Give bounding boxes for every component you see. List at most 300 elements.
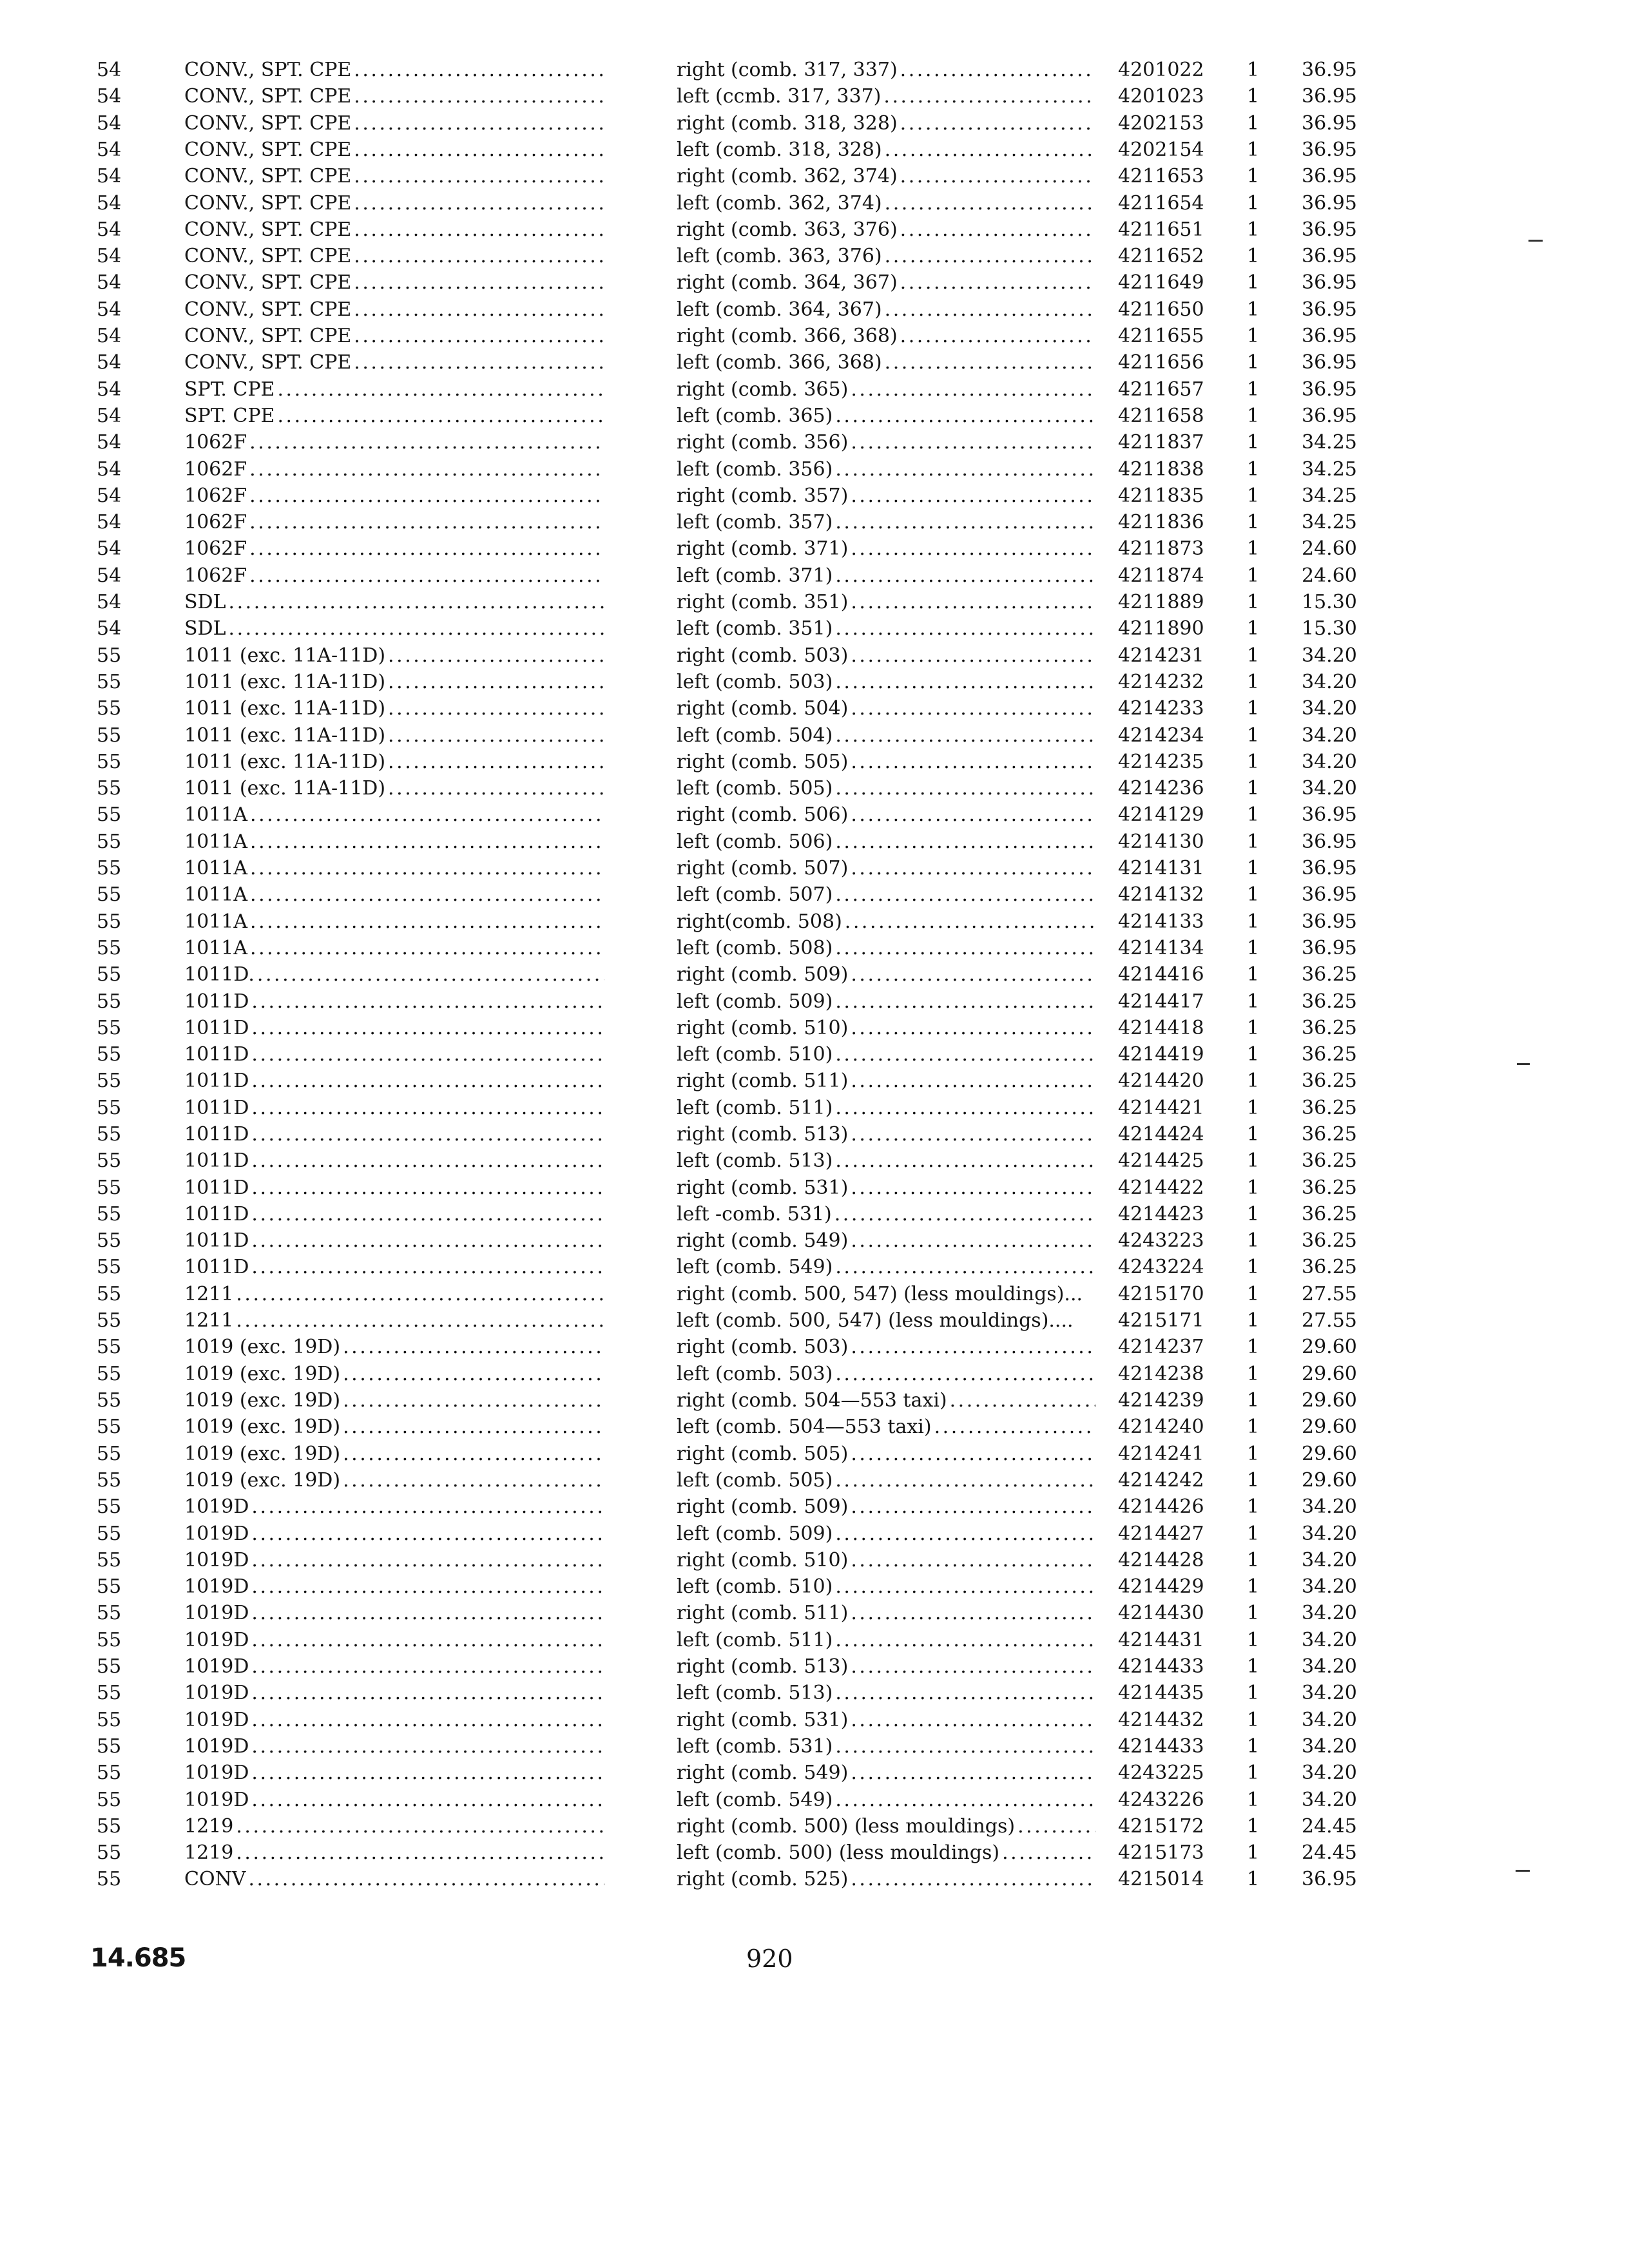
year-cell: 54 xyxy=(97,511,122,533)
price-cell: 36.25 xyxy=(1302,1256,1357,1278)
quantity-cell: 1 xyxy=(1247,910,1260,933)
year-cell: 54 xyxy=(97,112,122,135)
table-row xyxy=(0,1547,1629,1573)
year-cell: 54 xyxy=(97,617,122,640)
table-row xyxy=(0,190,1629,216)
table-row xyxy=(0,1281,1629,1307)
table-row xyxy=(0,429,1629,456)
description-cell: right (comb. 317, 337) . . . xyxy=(677,57,1095,83)
description-cell: right (comb. 505) . . . xyxy=(677,1441,1095,1467)
quantity-cell: 1 xyxy=(1247,1229,1260,1252)
model-cell: 1019D . . . xyxy=(184,1707,604,1733)
table-row xyxy=(0,1600,1629,1626)
table-row xyxy=(0,855,1629,881)
quantity-cell: 1 xyxy=(1247,1336,1260,1358)
year-cell: 55 xyxy=(97,1735,122,1758)
year-cell: 55 xyxy=(97,1309,122,1332)
quantity-cell: 1 xyxy=(1247,1443,1260,1465)
part-number-cell: 4215170 xyxy=(1118,1283,1204,1305)
model-cell: 1019D . . . xyxy=(184,1521,604,1547)
price-cell: 34.25 xyxy=(1302,485,1357,507)
model-cell: 1011A . . . xyxy=(184,935,604,961)
model-cell: 1011 (exc. 11A-11D) . . . xyxy=(184,722,604,749)
description-cell: left (comb. 506) . . . xyxy=(677,829,1095,855)
year-cell: 54 xyxy=(97,564,122,587)
model-cell: CONV., SPT. CPE . . . xyxy=(184,243,604,269)
description-cell: right (comb. 510) . . . xyxy=(677,1015,1095,1041)
part-number-cell: 4215014 xyxy=(1118,1868,1204,1890)
table-row xyxy=(0,1573,1629,1600)
model-cell: 1019D . . . xyxy=(184,1494,604,1520)
year-cell: 55 xyxy=(97,1815,122,1838)
model-cell: 1011D . . . xyxy=(184,1068,604,1094)
page-number: 920 xyxy=(746,1945,793,1973)
description-cell: right (comb. 507) . . . xyxy=(677,855,1095,881)
quantity-cell: 1 xyxy=(1247,883,1260,906)
model-cell: 1011D . . . xyxy=(184,988,604,1015)
model-cell: CONV., SPT. CPE . . . xyxy=(184,323,604,349)
description-cell: right (comb. 357) . . . xyxy=(677,483,1095,509)
part-number-cell: 4201022 xyxy=(1118,59,1204,81)
description-cell: right (comb. 351) . . . xyxy=(677,589,1095,615)
model-cell: 1062F . . . xyxy=(184,535,604,562)
price-cell: 29.60 xyxy=(1302,1443,1357,1465)
table-row xyxy=(0,216,1629,243)
quantity-cell: 1 xyxy=(1247,165,1260,187)
year-cell: 55 xyxy=(97,857,122,879)
part-number-cell: 4211653 xyxy=(1118,165,1204,187)
model-cell: 1019 (exc. 19D) . . . xyxy=(184,1334,604,1360)
model-cell: 1019D . . . xyxy=(184,1600,604,1626)
year-cell: 54 xyxy=(97,192,122,215)
table-row xyxy=(0,1866,1629,1892)
quantity-cell: 1 xyxy=(1247,1097,1260,1119)
description-cell: left (comb. 365) . . . xyxy=(677,403,1095,429)
part-number-cell: 4211874 xyxy=(1118,564,1204,587)
part-number-cell: 4211837 xyxy=(1118,431,1204,454)
price-cell: 36.95 xyxy=(1302,112,1357,135)
table-row xyxy=(0,376,1629,403)
quantity-cell: 1 xyxy=(1247,751,1260,773)
model-cell: 1019 (exc. 19D) . . . xyxy=(184,1467,604,1494)
table-row xyxy=(0,669,1629,695)
quantity-cell: 1 xyxy=(1247,1363,1260,1385)
description-cell: right (comb. 363, 376) . . . xyxy=(677,216,1095,243)
part-number-cell: 4214134 xyxy=(1118,937,1204,959)
table-row xyxy=(0,1254,1629,1280)
price-cell: 34.20 xyxy=(1302,751,1357,773)
model-cell: 1062F . . . xyxy=(184,562,604,589)
description-cell: left (comb. 362, 374) . . . xyxy=(677,190,1095,216)
part-number-cell: 4214231 xyxy=(1118,644,1204,667)
quantity-cell: 1 xyxy=(1247,697,1260,720)
price-cell: 34.20 xyxy=(1302,1602,1357,1624)
table-row xyxy=(0,1813,1629,1840)
price-cell: 29.60 xyxy=(1302,1416,1357,1438)
quantity-cell: 1 xyxy=(1247,644,1260,667)
part-number-cell: 4211651 xyxy=(1118,218,1204,241)
table-row xyxy=(0,1521,1629,1547)
model-cell: 1011D . . . xyxy=(184,1201,604,1227)
margin-mark xyxy=(1528,240,1543,242)
description-cell: right (comb. 510) . . . xyxy=(677,1547,1095,1573)
description-cell: left (comb. 505) . . . xyxy=(677,775,1095,802)
model-cell: 1011 (exc. 11A-11D) . . . xyxy=(184,642,604,669)
year-cell: 55 xyxy=(97,1070,122,1092)
model-cell: 1011A . . . xyxy=(184,908,604,935)
description-cell: left (comb. 504—553 taxi) . . . xyxy=(677,1414,1095,1440)
table-row xyxy=(0,1175,1629,1201)
description-cell: left (comb. 513) . . . xyxy=(677,1148,1095,1174)
part-number-cell: 4214433 xyxy=(1118,1735,1204,1758)
year-cell: 54 xyxy=(97,431,122,454)
year-cell: 55 xyxy=(97,697,122,720)
table-row xyxy=(0,935,1629,961)
description-cell: left (comb. 509) . . . xyxy=(677,1521,1095,1547)
model-cell: 1019 (exc. 19D) . . . xyxy=(184,1387,604,1414)
table-row xyxy=(0,829,1629,855)
description-cell: left (comb. 508) . . . xyxy=(677,935,1095,961)
year-cell: 55 xyxy=(97,963,122,986)
part-number-cell: 4214425 xyxy=(1118,1149,1204,1172)
description-cell: left (comb. 503) . . . xyxy=(677,669,1095,695)
price-cell: 34.20 xyxy=(1302,724,1357,747)
description-cell: left (comb. 318, 328) . . . xyxy=(677,137,1095,163)
description-cell: right (comb. 365) . . . xyxy=(677,376,1095,403)
year-cell: 54 xyxy=(97,165,122,187)
year-cell: 54 xyxy=(97,271,122,294)
description-cell: right (comb. 549) . . . xyxy=(677,1227,1095,1254)
price-cell: 36.95 xyxy=(1302,1868,1357,1890)
table-row xyxy=(0,296,1629,323)
model-cell: CONV., SPT. CPE . . . xyxy=(184,349,604,376)
price-cell: 34.20 xyxy=(1302,1495,1357,1518)
part-number-cell: 4214421 xyxy=(1118,1097,1204,1119)
price-cell: 36.95 xyxy=(1302,192,1357,215)
description-cell: left (comb. 356) . . . xyxy=(677,456,1095,483)
price-cell: 36.95 xyxy=(1302,378,1357,401)
model-cell: 1011D . . . xyxy=(184,1121,604,1148)
year-cell: 55 xyxy=(97,751,122,773)
year-cell: 55 xyxy=(97,1177,122,1199)
part-number-cell: 4214422 xyxy=(1118,1177,1204,1199)
model-cell: 1011 (exc. 11A-11D) . . . xyxy=(184,749,604,775)
year-cell: 55 xyxy=(97,1123,122,1146)
description-cell: left (comb. 510) . . . xyxy=(677,1573,1095,1600)
model-cell: 1011A . . . xyxy=(184,855,604,881)
price-cell: 36.95 xyxy=(1302,351,1357,374)
year-cell: 55 xyxy=(97,1017,122,1039)
table-row xyxy=(0,1653,1629,1680)
table-row xyxy=(0,456,1629,483)
table-row xyxy=(0,349,1629,376)
quantity-cell: 1 xyxy=(1247,485,1260,507)
table-row xyxy=(0,1627,1629,1653)
year-cell: 55 xyxy=(97,1203,122,1225)
part-number-cell: 4214435 xyxy=(1118,1682,1204,1704)
part-number-cell: 4211656 xyxy=(1118,351,1204,374)
table-row xyxy=(0,1227,1629,1254)
price-cell: 34.20 xyxy=(1302,1762,1357,1784)
price-cell: 34.20 xyxy=(1302,1655,1357,1678)
price-cell: 29.60 xyxy=(1302,1469,1357,1492)
description-cell: right (comb. 513) . . . xyxy=(677,1121,1095,1148)
description-cell: left (comb. 364, 367) . . . xyxy=(677,296,1095,323)
quantity-cell: 1 xyxy=(1247,537,1260,560)
part-number-cell: 4215173 xyxy=(1118,1841,1204,1864)
model-cell: CONV., SPT. CPE . . . xyxy=(184,110,604,137)
model-cell: 1019D . . . xyxy=(184,1547,604,1573)
quantity-cell: 1 xyxy=(1247,245,1260,267)
part-number-cell: 4201023 xyxy=(1118,85,1204,108)
description-cell: left (comb. 504) . . . xyxy=(677,722,1095,749)
model-cell: 1019D . . . xyxy=(184,1627,604,1653)
model-cell: 1011 (exc. 11A-11D) . . . xyxy=(184,669,604,695)
description-cell: right (comb. 531) . . . xyxy=(677,1707,1095,1733)
price-cell: 24.45 xyxy=(1302,1815,1357,1838)
quantity-cell: 1 xyxy=(1247,1203,1260,1225)
price-cell: 36.25 xyxy=(1302,1149,1357,1172)
quantity-cell: 1 xyxy=(1247,511,1260,533)
table-row xyxy=(0,749,1629,775)
quantity-cell: 1 xyxy=(1247,803,1260,826)
model-cell: SDL . . . xyxy=(184,615,604,642)
price-cell: 34.20 xyxy=(1302,671,1357,693)
quantity-cell: 1 xyxy=(1247,617,1260,640)
year-cell: 55 xyxy=(97,1575,122,1598)
table-row xyxy=(0,881,1629,908)
year-cell: 54 xyxy=(97,351,122,374)
description-cell: left (comb. 511) . . . xyxy=(677,1095,1095,1121)
price-cell: 36.25 xyxy=(1302,1123,1357,1146)
part-number-cell: 4214431 xyxy=(1118,1629,1204,1651)
part-number-cell: 4214426 xyxy=(1118,1495,1204,1518)
table-row xyxy=(0,403,1629,429)
part-number-cell: 4214232 xyxy=(1118,671,1204,693)
model-cell: CONV., SPT. CPE . . . xyxy=(184,57,604,83)
model-cell: 1011D . . . xyxy=(184,1254,604,1280)
quantity-cell: 1 xyxy=(1247,1735,1260,1758)
year-cell: 55 xyxy=(97,1389,122,1412)
table-row xyxy=(0,562,1629,589)
table-row xyxy=(0,483,1629,509)
description-cell: right (comb. 371) . . . xyxy=(677,535,1095,562)
price-cell: 36.95 xyxy=(1302,325,1357,347)
price-cell: 36.95 xyxy=(1302,59,1357,81)
price-cell: 24.60 xyxy=(1302,537,1357,560)
year-cell: 54 xyxy=(97,537,122,560)
year-cell: 55 xyxy=(97,1149,122,1172)
part-number-cell: 4214419 xyxy=(1118,1043,1204,1066)
quantity-cell: 1 xyxy=(1247,351,1260,374)
description-cell: left (comb. 357) . . . xyxy=(677,509,1095,535)
year-cell: 55 xyxy=(97,1762,122,1784)
part-number-cell: 4243223 xyxy=(1118,1229,1204,1252)
price-cell: 34.20 xyxy=(1302,1735,1357,1758)
price-cell: 27.55 xyxy=(1302,1309,1357,1332)
description-cell: left (comb. 505) . . . xyxy=(677,1467,1095,1494)
description-cell: left (comb. 549) . . . xyxy=(677,1787,1095,1813)
model-cell: 1019 (exc. 19D) . . . xyxy=(184,1414,604,1440)
part-number-cell: 4214241 xyxy=(1118,1443,1204,1465)
quantity-cell: 1 xyxy=(1247,139,1260,161)
model-cell: CONV . . . xyxy=(184,1866,604,1892)
table-row xyxy=(0,1334,1629,1360)
part-number-cell: 4214429 xyxy=(1118,1575,1204,1598)
price-cell: 36.95 xyxy=(1302,165,1357,187)
table-row xyxy=(0,1015,1629,1041)
part-number-cell: 4214428 xyxy=(1118,1549,1204,1571)
year-cell: 54 xyxy=(97,245,122,267)
price-cell: 36.95 xyxy=(1302,857,1357,879)
table-row xyxy=(0,110,1629,137)
part-number-cell: 4214427 xyxy=(1118,1523,1204,1545)
quantity-cell: 1 xyxy=(1247,1549,1260,1571)
price-cell: 36.95 xyxy=(1302,937,1357,959)
year-cell: 55 xyxy=(97,1655,122,1678)
year-cell: 54 xyxy=(97,218,122,241)
quantity-cell: 1 xyxy=(1247,831,1260,853)
table-row xyxy=(0,1307,1629,1334)
description-cell: right (comb. 500, 547) (less mouldings)... xyxy=(677,1283,1083,1305)
model-cell: 1019D . . . xyxy=(184,1760,604,1786)
part-number-cell: 4214132 xyxy=(1118,883,1204,906)
quantity-cell: 1 xyxy=(1247,112,1260,135)
table-row xyxy=(0,908,1629,935)
quantity-cell: 1 xyxy=(1247,192,1260,215)
description-cell: left (comb. 511) . . . xyxy=(677,1627,1095,1653)
quantity-cell: 1 xyxy=(1247,1469,1260,1492)
part-number-cell: 4214233 xyxy=(1118,697,1204,720)
table-row xyxy=(0,722,1629,749)
year-cell: 55 xyxy=(97,1868,122,1890)
model-cell: 1219 . . . xyxy=(184,1840,604,1866)
price-cell: 36.95 xyxy=(1302,883,1357,906)
quantity-cell: 1 xyxy=(1247,85,1260,108)
section-folio: 14.685 xyxy=(90,1943,186,1973)
table-row xyxy=(0,1441,1629,1467)
quantity-cell: 1 xyxy=(1247,1309,1260,1332)
model-cell: SDL . . . xyxy=(184,589,604,615)
description-cell: right (comb. 505) . . . xyxy=(677,749,1095,775)
price-cell: 34.20 xyxy=(1302,1523,1357,1545)
part-number-cell: 4211658 xyxy=(1118,405,1204,427)
quantity-cell: 1 xyxy=(1247,1762,1260,1784)
year-cell: 55 xyxy=(97,1549,122,1571)
quantity-cell: 1 xyxy=(1247,564,1260,587)
model-cell: 1211 . . . xyxy=(184,1307,604,1334)
table-row xyxy=(0,269,1629,296)
table-row xyxy=(0,83,1629,110)
part-number-cell: 4214420 xyxy=(1118,1070,1204,1092)
model-cell: 1019D . . . xyxy=(184,1787,604,1813)
description-cell: right(comb. 508) . . . xyxy=(677,908,1095,935)
model-cell: 1011A . . . xyxy=(184,802,604,828)
quantity-cell: 1 xyxy=(1247,1682,1260,1704)
part-number-cell: 4214237 xyxy=(1118,1336,1204,1358)
description-cell: left (comb. 549) . . . xyxy=(677,1254,1095,1280)
price-cell: 34.20 xyxy=(1302,1789,1357,1811)
price-cell: 34.25 xyxy=(1302,458,1357,481)
model-cell: CONV., SPT. CPE . . . xyxy=(184,83,604,110)
quantity-cell: 1 xyxy=(1247,1283,1260,1305)
quantity-cell: 1 xyxy=(1247,963,1260,986)
price-cell: 34.20 xyxy=(1302,1549,1357,1571)
description-cell: right (comb. 549) . . . xyxy=(677,1760,1095,1786)
table-row xyxy=(0,1068,1629,1094)
table-row xyxy=(0,1787,1629,1813)
year-cell: 55 xyxy=(97,1789,122,1811)
model-cell: CONV., SPT. CPE . . . xyxy=(184,296,604,323)
part-number-cell: 4214131 xyxy=(1118,857,1204,879)
table-row xyxy=(0,1494,1629,1520)
year-cell: 55 xyxy=(97,937,122,959)
year-cell: 54 xyxy=(97,59,122,81)
table-row xyxy=(0,1680,1629,1706)
quantity-cell: 1 xyxy=(1247,1815,1260,1838)
quantity-cell: 1 xyxy=(1247,1629,1260,1651)
price-cell: 15.30 xyxy=(1302,617,1357,640)
part-number-cell: 4214234 xyxy=(1118,724,1204,747)
year-cell: 55 xyxy=(97,1043,122,1066)
table-row xyxy=(0,243,1629,269)
year-cell: 54 xyxy=(97,325,122,347)
year-cell: 55 xyxy=(97,803,122,826)
part-number-cell: 4211657 xyxy=(1118,378,1204,401)
model-cell: 1019 (exc. 19D) . . . xyxy=(184,1361,604,1387)
price-cell: 36.95 xyxy=(1302,298,1357,321)
part-number-cell: 4214238 xyxy=(1118,1363,1204,1385)
quantity-cell: 1 xyxy=(1247,1070,1260,1092)
description-cell: left (comb. 507) . . . xyxy=(677,881,1095,908)
price-cell: 36.25 xyxy=(1302,990,1357,1013)
description-cell: right (comb. 500) (less mouldings) . . . xyxy=(677,1813,1095,1840)
price-cell: 29.60 xyxy=(1302,1363,1357,1385)
model-cell: CONV., SPT. CPE . . . xyxy=(184,163,604,189)
table-row xyxy=(0,961,1629,988)
year-cell: 55 xyxy=(97,1229,122,1252)
quantity-cell: 1 xyxy=(1247,1256,1260,1278)
model-cell: CONV., SPT. CPE . . . xyxy=(184,216,604,243)
quantity-cell: 1 xyxy=(1247,1868,1260,1890)
price-cell: 24.45 xyxy=(1302,1841,1357,1864)
table-row xyxy=(0,1148,1629,1174)
description-cell: left (comb. 513) . . . xyxy=(677,1680,1095,1706)
quantity-cell: 1 xyxy=(1247,671,1260,693)
part-number-cell: 4211650 xyxy=(1118,298,1204,321)
model-cell: 1062F . . . xyxy=(184,456,604,483)
year-cell: 55 xyxy=(97,1602,122,1624)
year-cell: 55 xyxy=(97,1523,122,1545)
price-cell: 36.95 xyxy=(1302,405,1357,427)
part-number-cell: 4211835 xyxy=(1118,485,1204,507)
table-row xyxy=(0,509,1629,535)
price-cell: 36.95 xyxy=(1302,271,1357,294)
part-number-cell: 4215172 xyxy=(1118,1815,1204,1838)
price-cell: 15.30 xyxy=(1302,591,1357,613)
price-cell: 34.20 xyxy=(1302,1629,1357,1651)
quantity-cell: 1 xyxy=(1247,1709,1260,1731)
model-cell: 1011D . . . xyxy=(184,1015,604,1041)
year-cell: 54 xyxy=(97,139,122,161)
year-cell: 55 xyxy=(97,1363,122,1385)
price-cell: 36.95 xyxy=(1302,139,1357,161)
part-number-cell: 4202154 xyxy=(1118,139,1204,161)
description-cell: right (comb. 504—553 taxi) . . . xyxy=(677,1387,1095,1414)
quantity-cell: 1 xyxy=(1247,1602,1260,1624)
model-cell: SPT. CPE . . . xyxy=(184,403,604,429)
part-number-cell: 4211873 xyxy=(1118,537,1204,560)
